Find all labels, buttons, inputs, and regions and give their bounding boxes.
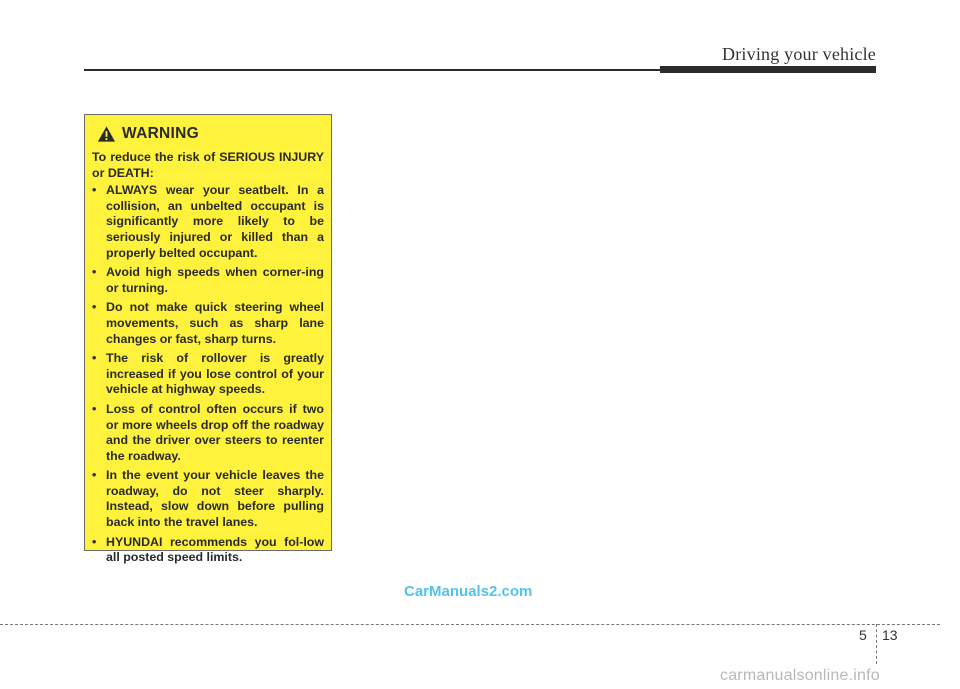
- section-title: Driving your vehicle: [722, 44, 876, 64]
- bullet: •: [92, 351, 97, 366]
- warning-item: [92, 402, 324, 464]
- warning-item-text: HYUNDAI recommends you fol-low all posted speed limits.: [106, 534, 324, 565]
- warning-triangle-icon: [97, 125, 116, 143]
- footer-dashed-divider: [876, 624, 877, 664]
- warning-header: [92, 123, 324, 145]
- header-rule-thick: [660, 66, 876, 73]
- warning-item: [92, 535, 324, 566]
- warning-item-text: Avoid high speeds when corner-ing or turning.: [106, 265, 324, 295]
- warning-item: [92, 265, 324, 296]
- warning-item: [92, 300, 324, 347]
- warning-title: WARNING: [122, 125, 200, 142]
- warning-item-text: Loss of control often occurs if two or more wheels drop off the roadway and the driver over steers to reenter the roadway.: [106, 401, 324, 463]
- bullet: •: [92, 183, 97, 198]
- bullet: •: [92, 265, 97, 280]
- warning-list: [92, 183, 324, 566]
- warning-item: [92, 468, 324, 530]
- watermark-link[interactable]: CarManuals2.com: [404, 583, 533, 600]
- warning-item: [92, 183, 324, 261]
- bullet: •: [92, 401, 97, 416]
- warning-item-text: Do not make quick steering wheel movements, such as sharp lane changes or fast, sharp turns.: [106, 300, 324, 346]
- chapter-number: 5: [859, 627, 867, 643]
- bullet: •: [92, 300, 97, 315]
- footer-site-link[interactable]: carmanualsonline.info: [720, 667, 880, 684]
- warning-item-text: In the event your vehicle leaves the roadway, do not steer sharply. Instead, slow down before pulling back into the travel lanes.: [106, 468, 324, 530]
- bullet: •: [92, 468, 97, 483]
- bullet: •: [92, 534, 97, 549]
- page-number: 13: [882, 627, 898, 643]
- header-rule-thin: [84, 69, 664, 71]
- warning-intro: To reduce the risk of SERIOUS INJURY or DEATH:: [92, 150, 324, 180]
- warning-item: [92, 351, 324, 398]
- warning-item-text: ALWAYS wear your seatbelt. In a collision, an unbelted occupant is significantly more likely to be seriously injured or killed than a properly belted occupant.: [106, 183, 324, 260]
- warning-item-text: The risk of rollover is greatly increased if you lose control of your vehicle at highway speeds.: [106, 351, 324, 397]
- footer-dashed-rule: [0, 624, 940, 625]
- warning-box: [84, 114, 332, 565]
